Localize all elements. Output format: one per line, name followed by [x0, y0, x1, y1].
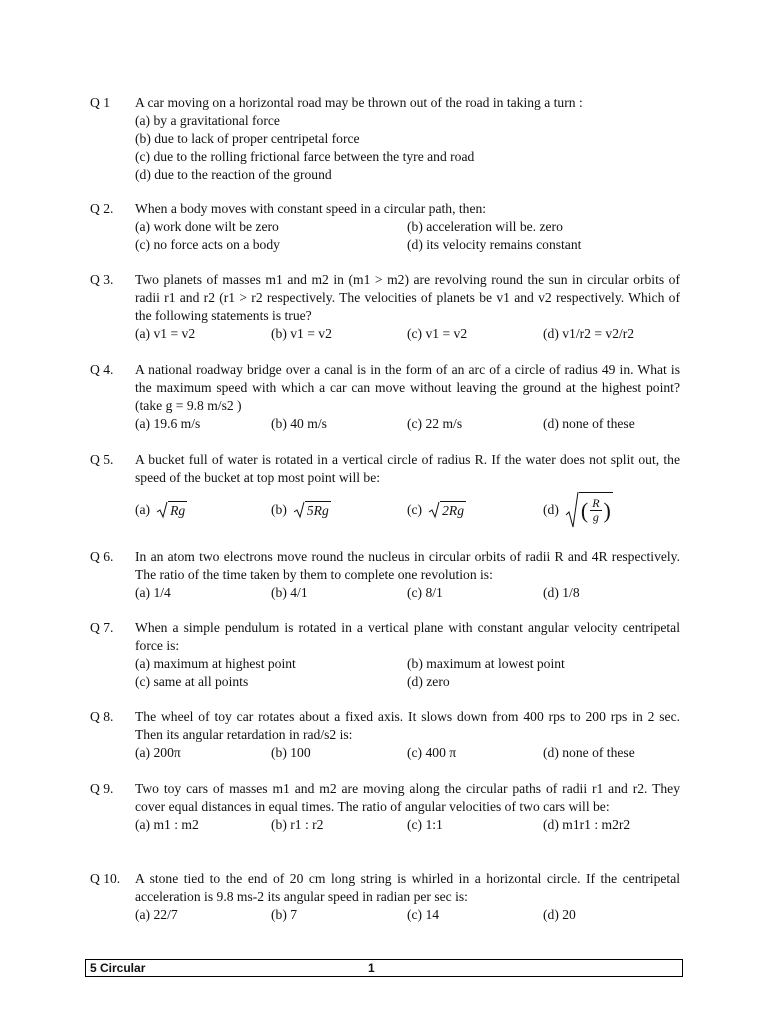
question-number: Q 5. — [90, 452, 114, 467]
option-b: (b) 100 — [271, 745, 311, 760]
option-b: (b) due to lack of proper centripetal force — [135, 131, 360, 146]
option-d: (d) its velocity remains constant — [407, 237, 582, 252]
option-a — [135, 491, 271, 529]
option-label: (b) — [271, 502, 287, 517]
right-paren-icon: ) — [603, 497, 611, 523]
question-number: Q 8. — [90, 709, 114, 724]
option-d: (d) v1/r2 = v2/r2 — [543, 326, 635, 341]
question-text: Two toy cars of masses m1 and m2 are moving along the circular paths of radii r1 and r2. They cover equal distances in equal times. The ratio of angular velocities of two cars will be: — [135, 781, 680, 814]
radical-sign-icon — [428, 501, 440, 519]
option-a: (a) 1/4 — [135, 585, 171, 600]
option-c — [407, 491, 543, 529]
question-7 — [90, 619, 680, 691]
question-2 — [90, 200, 680, 254]
option-c: (c) v1 = v2 — [407, 326, 468, 341]
question-text: A car moving on a horizontal road may be thrown out of the road in taking a turn : — [135, 95, 583, 110]
option-d: (d) 20 — [543, 907, 576, 922]
question-number: Q 3. — [90, 272, 114, 287]
option-c: (c) no force acts on a body — [135, 237, 280, 252]
option-d: (d) due to the reaction of the ground — [135, 167, 332, 182]
option-label: (c) — [407, 502, 423, 517]
question-text: In an atom two electrons move round the nucleus in circular orbits of radii R and 4R respectively. The ratio of the time taken by them to complete one revolution is: — [135, 549, 680, 582]
page-footer — [85, 959, 683, 977]
question-text: A national roadway bridge over a canal is in the form of an arc of a circle of radius 49 in. What is the maximum speed with which a car can move without leaving the ground at the highest point? (take g = 9.8 m/s2 ) — [135, 362, 680, 413]
option-c: (c) 8/1 — [407, 585, 443, 600]
question-number: Q 7. — [90, 620, 114, 635]
question-number: Q 2. — [90, 201, 114, 216]
option-b — [271, 491, 407, 529]
option-b: (b) 4/1 — [271, 585, 308, 600]
option-d: (d) 1/8 — [543, 585, 580, 600]
option-b: (b) r1 : r2 — [271, 817, 324, 832]
question-6 — [90, 548, 680, 602]
sqrt-expression — [156, 501, 187, 520]
question-10 — [90, 870, 680, 924]
page-number: 1 — [368, 961, 375, 975]
question-8 — [90, 708, 680, 762]
question-text: When a simple pendulum is rotated in a vertical plane with constant angular velocity centripetal force is: — [135, 620, 680, 653]
question-1 — [90, 94, 680, 184]
radicand: 2Rg — [442, 502, 464, 518]
question-text: The wheel of toy car rotates about a fixed axis. It slows down from 400 rps to 200 rps in 2 sec. Then its angular retardation in rad/s2 is: — [135, 709, 680, 742]
footer-chapter: 5 Circular — [90, 961, 146, 975]
option-a: (a) v1 = v2 — [135, 326, 196, 341]
question-text: A stone tied to the end of 20 cm long string is whirled in a horizontal circle. If the centripetal acceleration is 9.8 ms-2 its angular speed in radian per sec is: — [135, 871, 680, 904]
question-9 — [90, 780, 680, 834]
option-a: (a) 22/7 — [135, 907, 178, 922]
sqrt-fraction-expression — [565, 491, 613, 529]
option-b: (b) 7 — [271, 907, 298, 922]
option-d: (d) zero — [407, 674, 450, 689]
question-text: Two planets of masses m1 and m2 in (m1 > m2) are revolving round the sun in circular orbits of radii r1 and r2 (r1 > r2 respectively. The velocities of planets be v1 and v2 respectively. Which of the following statements is true? — [135, 272, 680, 323]
question-text: When a body moves with constant speed in a circular path, then: — [135, 201, 487, 216]
question-number: Q 10. — [90, 871, 121, 886]
option-a: (a) by a gravitational force — [135, 113, 280, 128]
fraction-denominator: g — [592, 510, 599, 524]
option-a: (a) 19.6 m/s — [135, 416, 201, 431]
option-c: (c) 400 π — [407, 745, 457, 760]
option-c: (c) 14 — [407, 907, 440, 922]
radical-sign-icon — [565, 491, 579, 529]
option-d: (d) none of these — [543, 416, 635, 431]
option-label: (d) — [543, 502, 559, 517]
question-number: Q 1 — [90, 95, 111, 110]
option-d: (d) none of these — [543, 745, 635, 760]
left-paren-icon: ( — [580, 497, 589, 523]
question-text: A bucket full of water is rotated in a vertical circle of radius R. If the water does not split out, the speed of the bucket at top most point will be: — [135, 452, 680, 485]
option-b: (b) maximum at lowest point — [407, 656, 565, 671]
option-label: (a) — [135, 502, 151, 517]
sqrt-expression — [293, 501, 331, 520]
option-d: (d) m1r1 : m2r2 — [543, 817, 631, 832]
option-c: (c) due to the rolling frictional farce between the tyre and road — [135, 149, 475, 164]
option-b: (b) 40 m/s — [271, 416, 327, 431]
radical-sign-icon — [156, 501, 168, 519]
option-a: (a) 200π — [135, 745, 181, 760]
radical-sign-icon — [293, 501, 305, 519]
question-number: Q 6. — [90, 549, 114, 564]
option-c: (c) 1:1 — [407, 817, 443, 832]
fraction-numerator: R — [592, 496, 600, 510]
question-4 — [90, 361, 680, 433]
question-3 — [90, 271, 680, 343]
question-number: Q 9. — [90, 781, 114, 796]
option-a: (a) m1 : m2 — [135, 817, 199, 832]
option-c: (c) same at all points — [135, 674, 249, 689]
option-b: (b) acceleration will be. zero — [407, 219, 563, 234]
question-number: Q 4. — [90, 362, 114, 377]
option-a: (a) work done wilt be zero — [135, 219, 279, 234]
sqrt-expression — [428, 501, 466, 520]
radicand: Rg — [170, 502, 186, 518]
question-5 — [90, 451, 680, 529]
radicand: 5Rg — [306, 502, 329, 518]
option-a: (a) maximum at highest point — [135, 656, 296, 671]
option-b: (b) v1 = v2 — [271, 326, 332, 341]
option-d — [543, 491, 679, 529]
option-c: (c) 22 m/s — [407, 416, 463, 431]
